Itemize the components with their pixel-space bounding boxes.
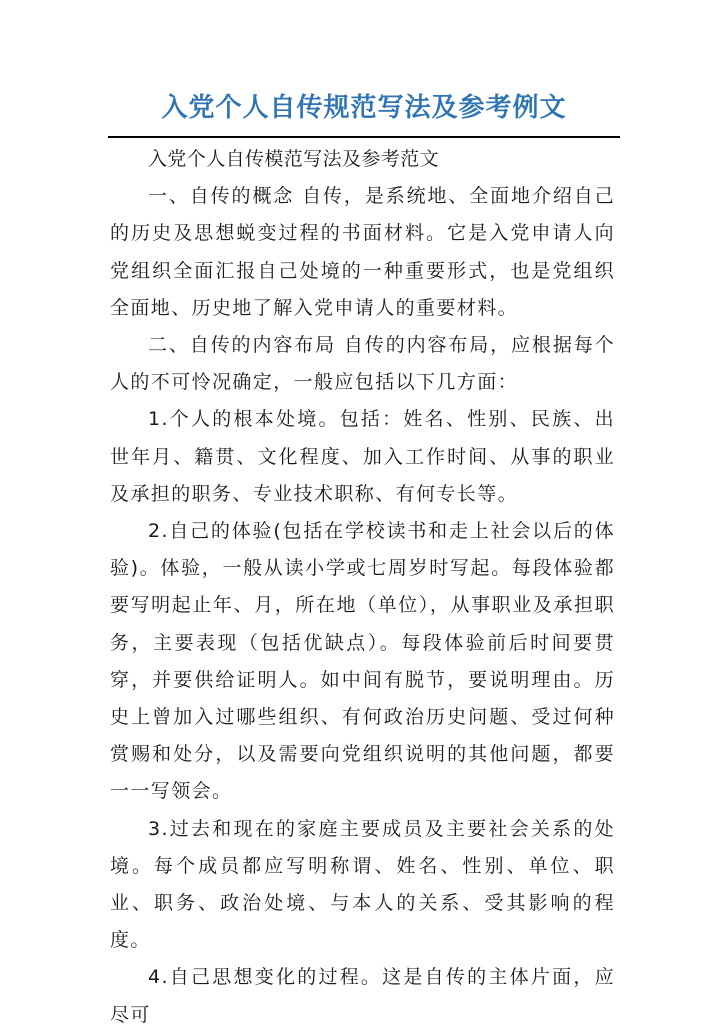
- document-body: [110, 141, 615, 1034]
- paragraph-concept: 一、自传的概念 自传，是系统地、全面地介绍自己的历史及思想蜕变过程的书面材料。它是入党申请人向党组织全面汇报自己处境的一种重要形式，也是党组织全面地、历史地了解入党申请人的重要材料。: [110, 185, 615, 319]
- title-underline: [108, 136, 620, 138]
- paragraph-item-3: 3.过去和现在的家庭主要成员及主要社会关系的处境。每个成员都应写明称谓、姓名、性别、单位、职业、职务、政治处境、与本人的关系、受其影响的程度。: [110, 817, 615, 952]
- document-title: 入党个人自传规范写法及参考例文: [161, 93, 567, 123]
- paragraph-structure: 二、自传的内容布局 自传的内容布局，应根据每个人的不可怜况确定，一般应包括以下几方面：: [110, 334, 615, 394]
- paragraph-item-1: 1.个人的根本处境。包括：姓名、性别、民族、出世年月、籍贯、文化程度、加入工作时间、从事的职业及承担的职务、专业技术职称、有何专长等。: [110, 408, 615, 505]
- subtitle-paragraph: 入党个人自传模范写法及参考范文: [148, 148, 440, 170]
- paragraph-item-2: 2.自己的体验(包括在学校读书和走上社会以后的体验)。体验，一般从读小学或七周岁时写起。每段体验都要写明起止年、月，所在地（单位），从事职业及承担职务，主要表现（包括优缺点）。每段体验前后时间要贯穿，并要供给证明人。如中间有脱节，要说明理由。历史上曾加入过哪些组织、有何政治历史问题、受过何种赏赐和处分，以及需要向党组织说明的其他问题，都要一一写领会。: [110, 520, 615, 803]
- paragraph-item-4: 4.自己思想变化的过程。这是自传的主体片面，应尽可: [110, 966, 615, 1026]
